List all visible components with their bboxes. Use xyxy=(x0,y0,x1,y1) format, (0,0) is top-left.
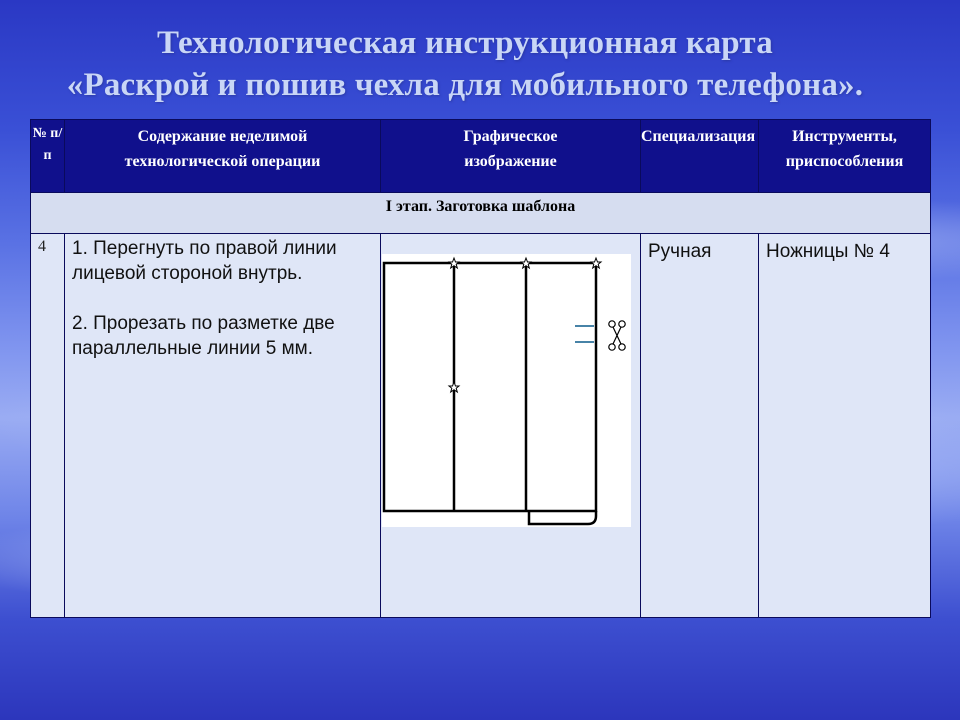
graphic-cell xyxy=(381,234,641,618)
header-specialization: Специализация xyxy=(641,120,759,193)
pattern-drawing xyxy=(382,254,631,527)
operation-cell xyxy=(65,234,381,618)
header-graphic: Графическое изображение xyxy=(381,120,641,193)
stage-row xyxy=(31,193,931,234)
header-operation: Содержание неделимой технологической операции xyxy=(65,120,381,193)
title-line-1: Технологическая инструкционная карта xyxy=(157,25,773,61)
pattern-outline xyxy=(384,263,596,511)
row-num: 4 xyxy=(31,234,65,618)
table-row xyxy=(31,234,931,618)
instruction-card-table xyxy=(30,119,931,618)
operation-step-1: 1. Перегнуть по правой линии лицевой стороной внутрь. xyxy=(72,238,337,284)
table-header-row xyxy=(31,120,931,193)
stage-label: I этап. Заготовка шаблона xyxy=(31,193,931,234)
bottom-flap xyxy=(529,511,596,524)
header-tools: Инструменты, приспособления xyxy=(759,120,931,193)
scissors-icon xyxy=(609,321,625,350)
header-num: № п/п xyxy=(31,120,65,193)
slide-title xyxy=(0,22,930,106)
title-line-2: «Раскрой и пошив чехла для мобильного телефона». xyxy=(66,67,864,103)
tools-cell: Ножницы № 4 xyxy=(759,234,931,618)
operation-step-2: 2. Прорезать по разметке две параллельные линии 5 мм. xyxy=(72,313,335,359)
specialization-cell: Ручная xyxy=(641,234,759,618)
